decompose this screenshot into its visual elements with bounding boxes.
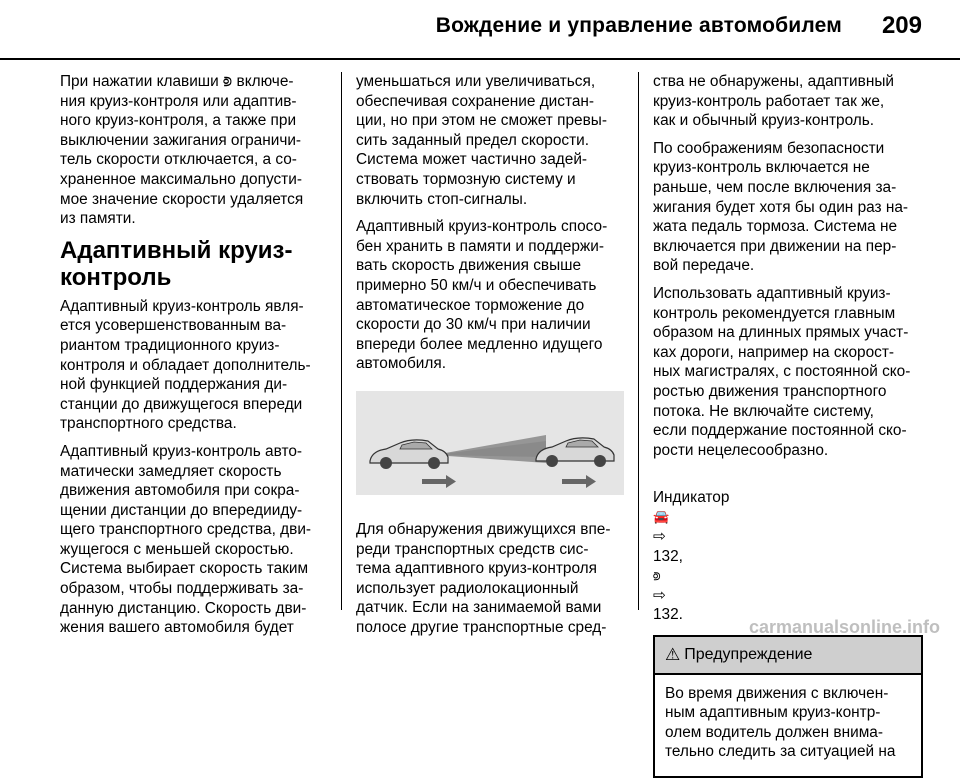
watermark: carmanualsonline.info <box>748 617 940 637</box>
paragraph-no-vehicles: ства не обнаружены, адаптивный круиз-контроль работает так же, как и обычный круиз-контроль. <box>653 73 894 130</box>
radar-illustration <box>356 391 624 495</box>
page-number: 209 <box>881 12 922 39</box>
reference-arrow-icon: ⇨ <box>653 586 666 604</box>
column-divider-1 <box>341 72 342 610</box>
paragraph-speed-limiter-off: При нажатии клавиши ⟄ включе- ния круиз-контроля или адаптив- ного круиз-контроля, а также при выключении зажигания ограничи- тель скорости отключается, а со- храненное максимально допусти- мое значение скорости удаляется из памяти. <box>60 73 304 228</box>
paragraph-adaptive-intro: Адаптивный круиз-контроль явля- ется усовершенствованным ва- риантом традиционного круиз- контроля и обладает дополнитель- ной функцией поддержания ди- станции до движущегося впереди транспортного средства. <box>60 297 311 433</box>
paragraph-safety-activation: По соображениям безопасности круиз-контроль включается не раньше, чем после включения за- жигания будет хотя бы один раз на- жата педаль тормоза. Система не включается при движении на пер- вой передаче. <box>653 139 909 275</box>
indicator-label: Индикатор <box>653 488 730 506</box>
column-1 <box>60 72 330 646</box>
warning-box <box>653 635 923 778</box>
indicator-reference <box>653 468 923 625</box>
own-car-icon <box>370 440 448 469</box>
vehicle-ahead-icon <box>536 438 614 467</box>
warning-text: Во время движения с включен- ным адаптивным круиз-контр- олем водитель должен внима- тельно следить за ситуацией на <box>665 684 896 761</box>
column-2 <box>356 72 626 645</box>
reference-arrow-icon: ⇨ <box>653 528 666 546</box>
indicator-ref-1: 132, <box>653 547 683 565</box>
cruise-control-icon: ⟄ <box>653 568 661 584</box>
paragraph-usage-recommendation: Использовать адаптивный круиз- контроль рекомендуется главным образом на длинных прямых участ- ках дороги, например на скорост- ных магистралях, с постоянной ско- ростью движения транспортного потока. Не включайте систему, если поддержание постоянной ско- рости нецелесообразно. <box>653 284 911 459</box>
car-ahead-icon: 🚘 <box>653 509 670 525</box>
section-heading-adaptive-cruise: Адаптивный круиз- контроль <box>60 236 293 291</box>
page-title: Вождение и управление автомобилем <box>435 14 842 37</box>
paragraph-adaptive-slowdown: Адаптивный круиз-контроль авто- матически замедляет скорость движения автомобиля при сокра- щении дистанции до впередииду- щего транспортного средства, дви- жущегося с меньшей скоростью. Система выбирает скорость таким образом, чтобы поддерживать за- данную дистанцию. Скорость дви- жения вашего автомобиля будет <box>60 442 312 637</box>
indicator-ref-2: 132. <box>653 606 683 624</box>
direction-arrow-right <box>562 475 596 488</box>
page-header <box>0 0 960 60</box>
warning-triangle-icon: ⚠ <box>665 645 681 665</box>
column-3 <box>653 72 923 778</box>
paragraph-speed-range: Адаптивный круиз-контроль спосо- бен хранить в памяти и поддержи- вать скорость движения свыше примерно 50 км/ч и обеспечивать автоматическое торможение до скорости до 30 км/ч при наличии впереди более медленно идущего автомобиля. <box>356 218 608 373</box>
direction-arrow-left <box>422 475 456 488</box>
paragraph-radar-sensor: Для обнаружения движущихся впе- реди транспортных средств сис- тема адаптивного круиз-контроля использует радиолокационный датчик. Если на занимаемой вами полосе другие транспортные сред- <box>356 520 611 636</box>
warning-header <box>655 637 921 675</box>
warning-title: Предупреждение <box>684 646 813 664</box>
paragraph-distance-keeping: уменьшаться или увеличиваться, обеспечивая сохранение дистан- ции, но при этом не сможет превы- сить заданный предел скорости. Система может частично задей- ствовать тормозную систему и включить стоп-сигналы. <box>356 73 607 208</box>
column-divider-2 <box>638 72 639 610</box>
